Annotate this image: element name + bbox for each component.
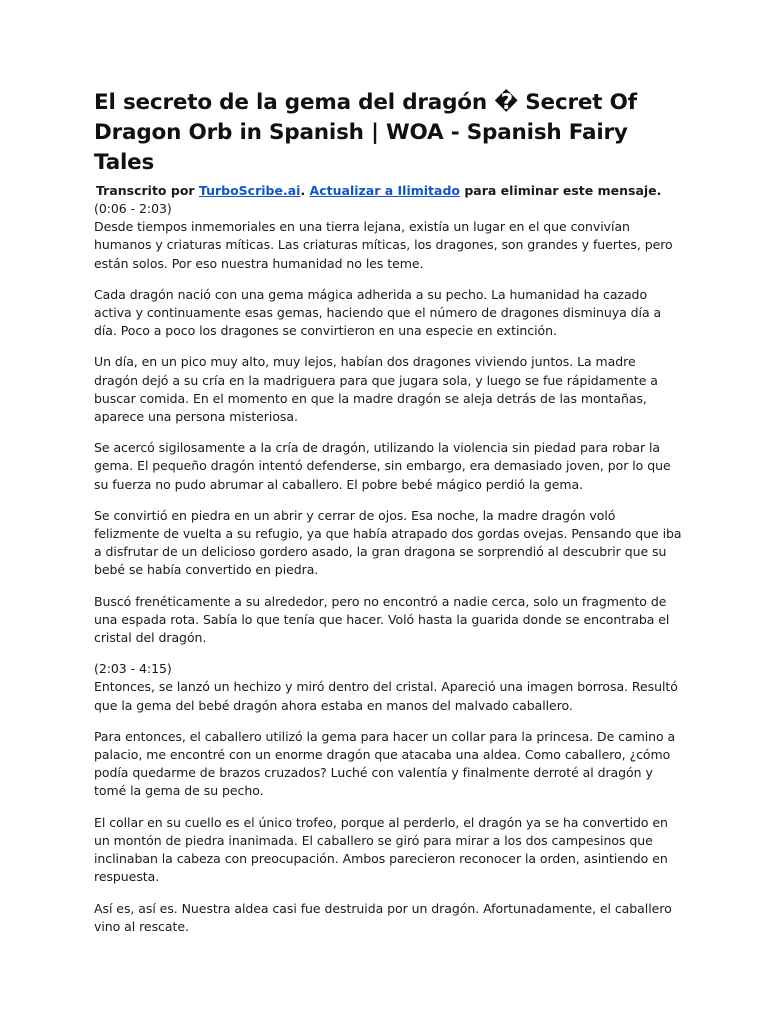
notice-prefix: Transcrito por (96, 183, 199, 198)
notice-suffix: para eliminar este mensaje. (460, 183, 662, 198)
paragraph-text: Un día, en un pico muy alto, muy lejos, habían dos dragones viviendo juntos. La madre dragón dejó a su cría en la madriguera para que jugara sola, y luego se fue rápidamente a buscar comida. En el momento en que la madre dragón se aleja detrás de las montañas, aparece una persona misteriosa. (94, 354, 658, 425)
timestamp-range: (0:06 - 2:03) (94, 201, 172, 216)
paragraph-text: Se acercó sigilosamente a la cría de dragón, utilizando la violencia sin piedad para robar la gema. El pequeño dragón intentó defenderse, sin embargo, era demasiado joven, por lo que su fuerza no pudo abrumar al caballero. El pobre bebé mágico perdió la gema. (94, 440, 671, 492)
document-title: El secreto de la gema del dragón � Secret Of Dragon Orb in Spanish | WOA - Spanish Fairy Tales (94, 90, 637, 175)
paragraph-text: El collar en su cuello es el único trofeo, porque al perderlo, el dragón ya se ha convertido en un montón de piedra inanimada. El caballero se giró para mirar a los dos campesinos que inclinaban la cabeza con preocupación. Ambos parecieron reconocer la orden, asintiendo en respuesta. (94, 814, 668, 885)
transcript-paragraph (94, 900, 682, 936)
paragraph-text: Desde tiempos inmemoriales en una tierra lejana, existía un lugar en el que convivían humanos y criaturas míticas. Las criaturas míticas, los dragones, son grandes y fuertes, pero están solos. Por eso nuestra humanidad no les teme. (94, 219, 673, 271)
paragraph-text: Buscó frenéticamente a su alrededor, pero no encontró a nadie cerca, solo un fragmento de una espada rota. Sabía lo que tenía que hacer. Voló hasta la guarida donde se encontraba el cristal del dragón. (94, 593, 670, 646)
transcript-paragraph (94, 507, 682, 580)
paragraph-text: Para entonces, el caballero utilizó la gema para hacer un collar para la princesa. De camino a palacio, me encontré con un enorme dragón que atacaba una aldea. Como caballero, ¿cómo podía quedarme de brazos cruzados? Luché con valentía y finalmente derroté al dragón y tomé la gema de su pecho. (94, 728, 676, 799)
paragraph-text: Se convirtió en piedra en un abrir y cerrar de ojos. Esa noche, la madre dragón voló felizmente de vuelta a su refugio, ya que había atrapado dos gordas ovejas. Pensando que iba a disfrutar de un delicioso gordero asado, la gran dragona se sorprendió al descubrir que su bebé se había convertido en piedra. (94, 507, 682, 578)
turboscribe-link[interactable]: TurboScribe.ai (198, 183, 301, 198)
transcript-paragraph (94, 814, 682, 887)
transcript-paragraph (94, 593, 682, 648)
paragraph-text: Así es, así es. Nuestra aldea casi fue destruida por un dragón. Afortunadamente, el caballero vino al rescate. (94, 900, 672, 934)
transcript-body (94, 200, 682, 936)
transcript-paragraph (94, 286, 682, 341)
transcript-paragraph (94, 353, 682, 426)
transcription-notice (96, 182, 682, 200)
paragraph-text: Cada dragón nació con una gema mágica adherida a su pecho. La humanidad ha cazado activa y continuamente esas gemas, haciendo que el número de dragones disminuya día a día. Poco a poco los dragones se convirtieron en una especie en extinción. (94, 286, 662, 339)
transcript-paragraph (94, 728, 682, 801)
upgrade-unlimited-link[interactable]: Actualizar a Ilimitado (309, 183, 460, 198)
paragraph-text: Entonces, se lanzó un hechizo y miró dentro del cristal. Apareció una imagen borrosa. Resultó que la gema del bebé dragón ahora estaba en manos del malvado caballero. (94, 679, 678, 713)
notice-separator: . (300, 183, 310, 198)
transcript-paragraph (94, 439, 682, 494)
timestamp-range: (2:03 - 4:15) (94, 661, 172, 677)
transcript-paragraph (94, 660, 682, 715)
transcript-paragraph (94, 200, 682, 273)
